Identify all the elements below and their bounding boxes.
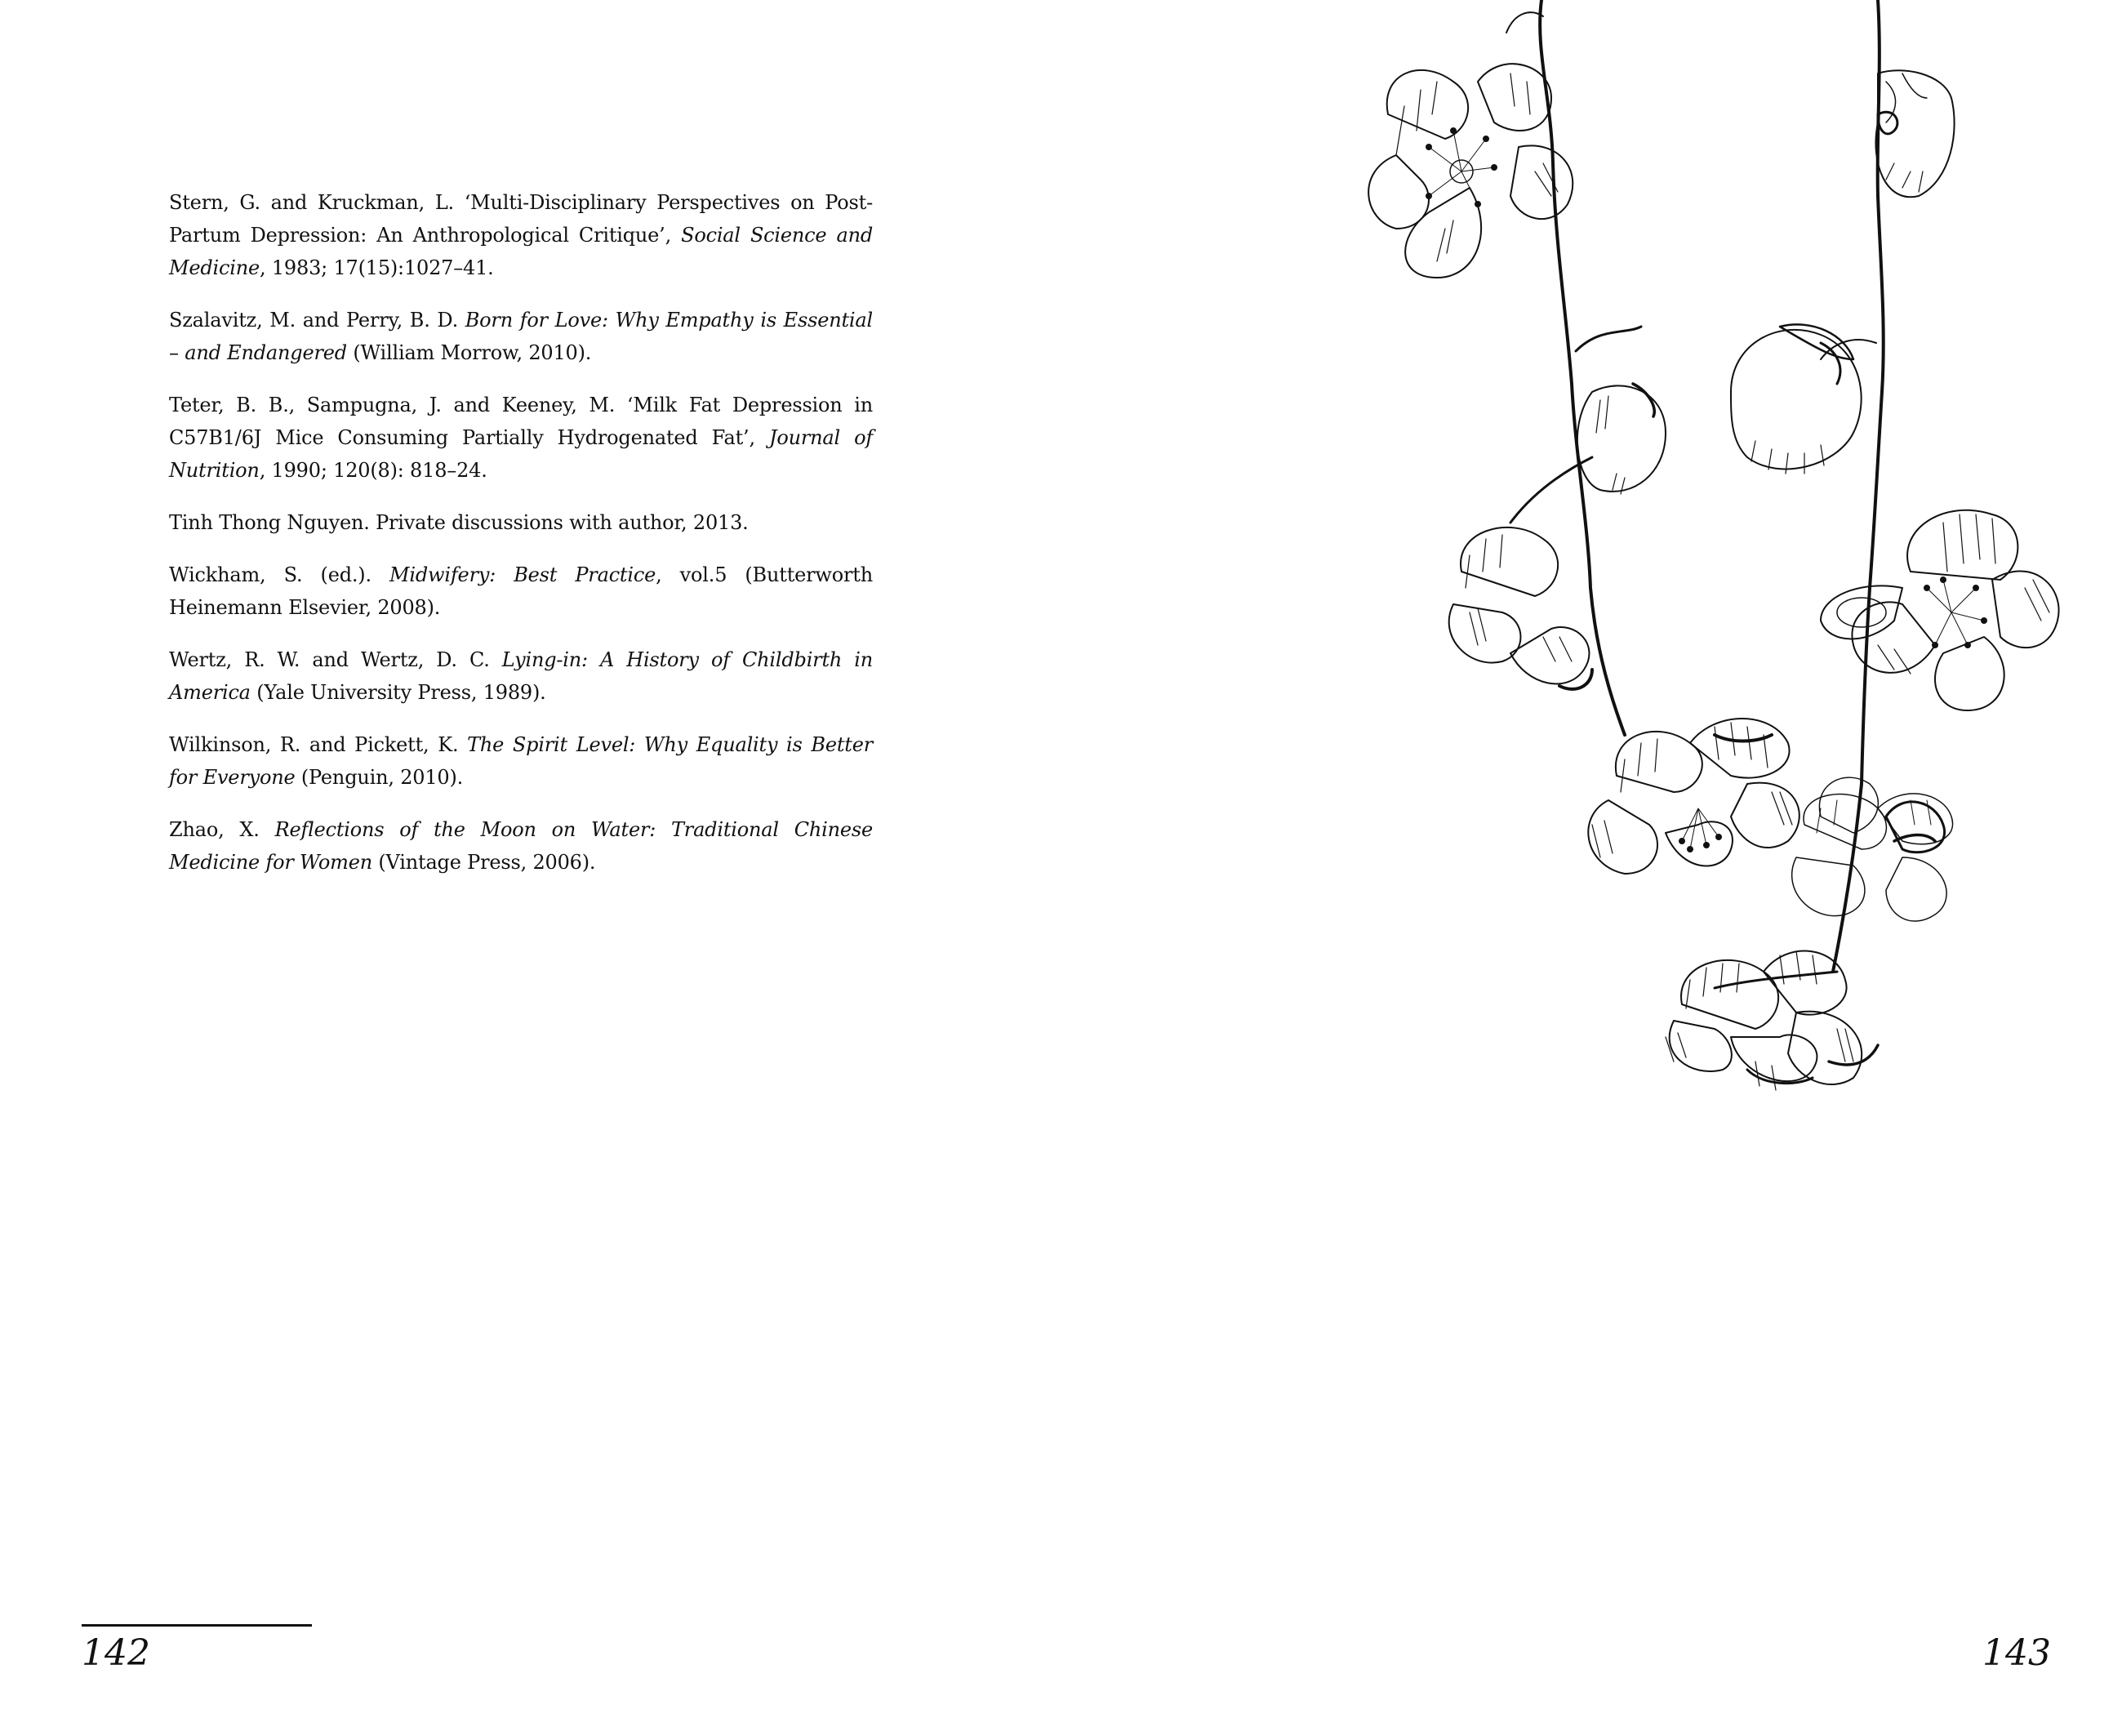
reference-title: The Spirit Level: Why Equality is Better for Everyone [169, 733, 873, 789]
page-number-left: 142 [82, 1632, 150, 1674]
blossom-3 [1577, 384, 1666, 494]
blossom-1 [1368, 64, 1573, 278]
reference-text: Wickham, S. (ed.). [169, 563, 390, 586]
blossom-9 [1666, 951, 1878, 1090]
reference-text: Wilkinson, R. and Pickett, K. [169, 733, 468, 756]
reference-title: Reflections of the Moon on Water: Traditional Chinese Medicine for Women [169, 818, 873, 874]
branch-twig-left [1506, 12, 1543, 33]
reference-text: , vol.5 (Butterworth Heinemann Elsevier, 2008). [169, 563, 873, 619]
blossom-5 [1449, 527, 1592, 689]
reference-entry [169, 559, 873, 624]
reference-text: Teter, B. B., Sampugna, J. and Keeney, M. ‘Milk Fat Depression in C57B1/6J Mice Consuming Partially Hydrogenated Fat’, [169, 394, 873, 449]
references-list [169, 186, 873, 898]
blossom-7 [1588, 719, 1799, 874]
reference-entry [169, 186, 873, 284]
reference-text: Tinh Thong Nguyen. Private discussions with author, 2013. [169, 511, 749, 534]
reference-entry [169, 389, 873, 487]
reference-title: Social Science and Medicine [169, 224, 873, 279]
branch-stem-left [1540, 0, 1625, 735]
branch-twig-left-3 [1576, 327, 1641, 351]
reference-text: (Vintage Press, 2006). [371, 851, 596, 874]
reference-text: Wertz, R. W. and Wertz, D. C. [169, 648, 502, 671]
reference-text: (Penguin, 2010). [295, 766, 464, 789]
blossom-8 [1792, 794, 1953, 921]
reference-text: Zhao, X. [169, 818, 275, 841]
reference-title: Journal of Nutrition [169, 426, 873, 482]
reference-text: , 1990; 120(8): 818–24. [259, 459, 487, 482]
reference-title: Born for Love: Why Empathy is Essential – and Endangered [169, 309, 873, 364]
reference-entry [169, 728, 873, 794]
reference-text: (William Morrow, 2010). [346, 341, 592, 364]
reference-text: Szalavitz, M. and Perry, B. D. [169, 309, 465, 332]
folio-rule-left [82, 1624, 312, 1627]
reference-entry [169, 304, 873, 369]
reference-title: Midwifery: Best Practice [389, 563, 656, 586]
blossom-4 [1731, 324, 1862, 474]
reference-title: Lying-in: A History of Childbirth in America [169, 648, 873, 704]
reference-text: (Yale University Press, 1989). [250, 681, 546, 704]
reference-text: , 1983; 17(15):1027–41. [260, 256, 494, 279]
blossom-branch-illustration [1355, 0, 2074, 1111]
reference-entry [169, 813, 873, 879]
reference-entry [169, 506, 873, 539]
blossom-2 [1875, 70, 1954, 197]
reference-text: Stern, G. and Kruckman, L. ‘Multi-Disciplinary Perspectives on Post-Partum Depression: An Anthropological Critique’, [169, 191, 873, 247]
blossom-6 [1821, 510, 2059, 710]
reference-entry [169, 643, 873, 709]
page-number-right: 143 [1982, 1632, 2051, 1674]
